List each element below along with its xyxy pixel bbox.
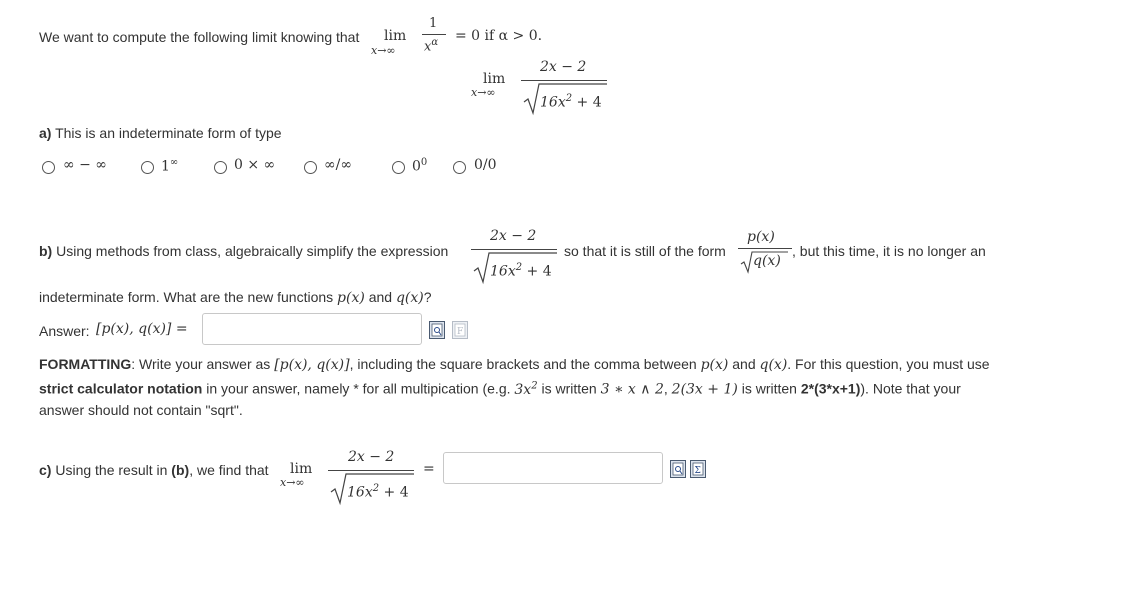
c-numerator: 2x − 2 [348, 449, 395, 465]
b-answer-label: Answer: [39, 323, 90, 339]
intro-lim-sub: x→∞ [371, 44, 396, 57]
b-numerator: 2x − 2 [490, 228, 537, 244]
c-radicand: $16x^2 + 4$ [347, 483, 409, 501]
b-form-den: q(x) [753, 253, 781, 269]
option-zero-over-zero: 0/0 [474, 157, 497, 173]
part-c-prompt: c) Using the result in (b), we find that [39, 462, 269, 478]
option-one-pow-inf: 1∞ [161, 157, 179, 175]
c-lim-sub: x→∞ [280, 476, 305, 489]
b-answer-math: [p(x), q(x)] = [96, 321, 188, 337]
c-lim: lim [290, 461, 313, 477]
part-b-prompt: b) Using methods from class, algebraically simplify the expression [39, 243, 449, 259]
main-lim-sub: x→∞ [471, 86, 496, 99]
radio-zero-over-zero[interactable] [453, 161, 466, 174]
formatting-line1: FORMATTING: Write your answer as [p(x), q(x)], including the square brackets and the comma between p(x) and q(x). For this question, you must use [39, 356, 990, 373]
intro-lim: lim [384, 28, 407, 44]
option-zero-times-inf: 0 × ∞ [234, 157, 276, 173]
c-preview-icon[interactable] [670, 460, 686, 478]
svg-text:Σ: Σ [694, 466, 701, 476]
b-answer-input[interactable] [202, 313, 422, 345]
part-a-prompt: a) This is an indeterminate form of type [39, 125, 282, 141]
c-frac-bar [328, 470, 414, 471]
main-radicand: $16x^2 + 4$ [540, 93, 602, 111]
option-inf-over-inf: ∞/∞ [324, 157, 353, 173]
b-form-text-end: , but this time, it is no longer an [792, 243, 986, 259]
formatting-line2: strict calculator notation in your answer, namely * for all multipication (e.g. $3x^2$ is written 3 ∗ x ∧ 2, 2(3x + 1) is written 2*(3*x+1)). Note that your [39, 380, 961, 398]
main-lim: lim [483, 71, 506, 87]
c-answer-input[interactable] [443, 452, 663, 484]
b-preview-icon[interactable] [429, 321, 445, 339]
radio-one-pow-inf[interactable] [141, 161, 154, 174]
intro-frac-den: $x^\alpha$ [424, 37, 439, 55]
b-form-text: so that it is still of the form [564, 243, 726, 259]
intro-frac-bar [422, 34, 446, 35]
c-equals: = [423, 461, 435, 477]
intro-frac-num: 1 [429, 16, 438, 31]
radio-inf-minus-inf[interactable] [42, 161, 55, 174]
b-form-bar [738, 248, 792, 249]
radio-zero-pow-zero[interactable] [392, 161, 405, 174]
b-form-num: p(x) [747, 229, 775, 245]
b-question: indeterminate form. What are the new functions p(x) and q(x)? [39, 289, 432, 306]
c-equation-editor-icon[interactable] [690, 460, 706, 478]
radio-zero-times-inf[interactable] [214, 161, 227, 174]
intro-condition: = 0 if α > 0. [455, 28, 543, 44]
intro-text: We want to compute the following limit knowing that [39, 29, 360, 45]
formatting-line3: answer should not contain "sqrt". [39, 402, 243, 418]
option-inf-minus-inf: ∞ − ∞ [63, 157, 107, 173]
b-frac-bar [471, 249, 557, 250]
main-numerator: 2x − 2 [540, 59, 587, 75]
radio-inf-over-inf[interactable] [304, 161, 317, 174]
main-frac-bar [521, 80, 607, 81]
b-radicand: $16x^2 + 4$ [490, 262, 552, 280]
b-equation-editor-icon [452, 321, 468, 339]
svg-text:F: F [457, 327, 464, 337]
option-zero-pow-zero: $0^0$ [412, 157, 428, 175]
